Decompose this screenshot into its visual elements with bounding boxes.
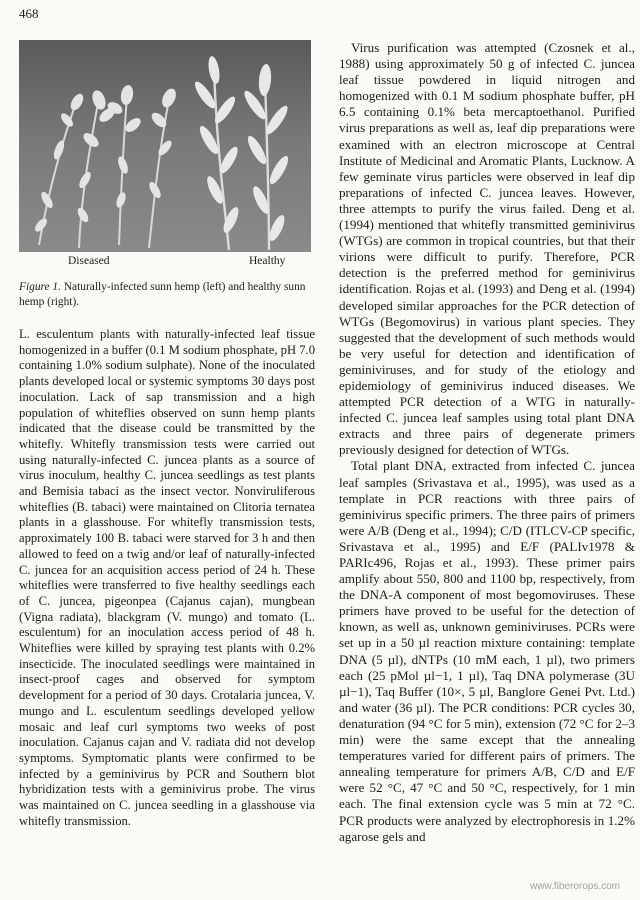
plant-photo-image [19, 40, 311, 252]
figure-caption-label: Figure 1. [19, 281, 61, 293]
figure-labels [19, 252, 315, 270]
diseased-label: Diseased [68, 255, 110, 267]
figure-caption [19, 280, 315, 309]
watermark: www.fiberorops.com [529, 881, 620, 892]
healthy-label: Healthy [249, 255, 286, 267]
right-paragraph-1: Virus purification was attempted (Czosnek et al., 1988) using approximately 50 g of infected C. juncea leaf tissue powdered in liquid nitrogen and homogenized with 0.1 M sodium phosphate buffer, pH 6.5 containing 0.1% beta mercaptoethanol. Purified virus preparations as well as, leaf dip preparations were examined with an electron microscope at Central Institute of Medicinal and Aromatic Plants, Lucknow. A few geminate virus particles were observed in leaf dip preparations of infected C. juncea leaves. However, three attempts to purify the virus failed. Deng et al. (1994) mentioned that whitefly transmitted geminivirus (WTGs) are common in tropical countries, but that their virions were difficult to purify. Therefore, PCR detection is the preferred method for geminivirus identification. Rojas et al. (1993) and Deng et al. (1994) developed similar approaches for the PCR detection of WTGs (Begomovirus) in various plant species. They suggested that the development of such methods would be very useful for detection and identification of geminiviruses, and for study of the etiology and epidemiology of geminivirus induced diseases. We attempted PCR detection of a WTG in naturally-infected C. juncea leaf samples using total plant DNA extracts and three pairs of degenerate primers previously designed for detection of WTGs. [339, 40, 635, 458]
left-paragraph-1: L. esculentum plants with naturally-infected leaf tissue homogenized in a buffer (0.1 M sodium phosphate, pH 7.0 containing 1.0% sodium sulphate). None of the inoculated plants developed local or systemic symptoms 30 days post inoculation. Lack of sap transmission and a high population of whiteflies observed on sunn hemp plants indicated that the disease could be transmitted by the whitefly. Whitefly transmission tests were carried out using naturally-infected C. juncea plants as a source of virus inoculum, healthy C. juncea seedlings as test plants and Bemisia tabaci as the insect vector. Nonviruliferous whiteflies (B. tabaci) were maintained on Clitoria ternatea plants in a glasshouse. For whitefly transmission tests, approximately 100 B. tabaci were starved for 3 h and then allowed to feed on a twig and/or leaf of naturally-infected C. juncea for an acquisition access period of 24 h. These whiteflies were transferred to five healthy seedlings each of C. juncea, pigeonpea (Cajanus cajan), mungbean (Vigna radiata), blackgram (V. mungo) and tomato (L. esculentum) for an inoculation access period of 48 h. Whiteflies were killed by spraying test plants with 0.2% insecticide. The inoculated seedlings were maintained in insect-proof cages and observed for symptom development for a period of 30 days. Crotalaria juncea, V. mungo and L. esculentum seedlings developed yellow mosaic and leaf curl symptoms two weeks of post inoculation. Cajanus cajan and V. radiata did not develop symptoms. Symptomatic plants were confirmed to be infected by a geminivirus by PCR and Southern blot hybridization tests with a geminivirus probe. The virus was maintained on C. juncea seedling in a glasshouse via whitefly transmission. [19, 327, 315, 828]
page-number: 468 [19, 6, 39, 21]
right-paragraph-2: Total plant DNA, extracted from infected C. juncea leaf samples (Srivastava et al., 1995), was used as a template in PCR reactions with three pairs of geminivirus specific primers. The three pairs of primers were A/B (Deng et al., 1994); C/D (ITLCV-CP specific, Srivastava et al., 1995) and E/F (PALIv1978 & PARIc496, Rojas et al., 1993). These primer pairs amplify about 550, 800 and 1100 bp, respectively, from the DNA-A component of most begomoviruses. These primers have proved to be useful for the detection of known, as well as, unknown geminiviruses. PCRs were set up in a 50 µl reaction mixture containing: template DNA (5 µl), dNTPs (10 mM each, 1 µl), two primers each (25 pMol µl−1, 1 µl), Taq DNA polymerase (3U µl−1), Taq Buffer (10×, 5 µl, Banglore Genei Pvt. Ltd.) and water (36 µl). The PCR conditions: PCR cycles 30, denaturation (94 °C for 5 min), extension (72 °C for 2–3 min) were the same except that the annealing temperatures varied for different pairs of primers. The annealing temperature for primers A/B, C/D and E/F were 52 °C, 47 °C and 50 °C, respectively, for 1 min each. The final extension cycle was 5 min at 72 °C. PCR products were analyzed by electrophoresis in 1.2% agarose gels and [339, 458, 635, 844]
figure-caption-text: Naturally-infected sunn hemp (left) and healthy sunn hemp (right). [19, 281, 306, 308]
right-column [339, 40, 635, 845]
figure-photo [19, 40, 311, 252]
left-column [19, 40, 315, 830]
